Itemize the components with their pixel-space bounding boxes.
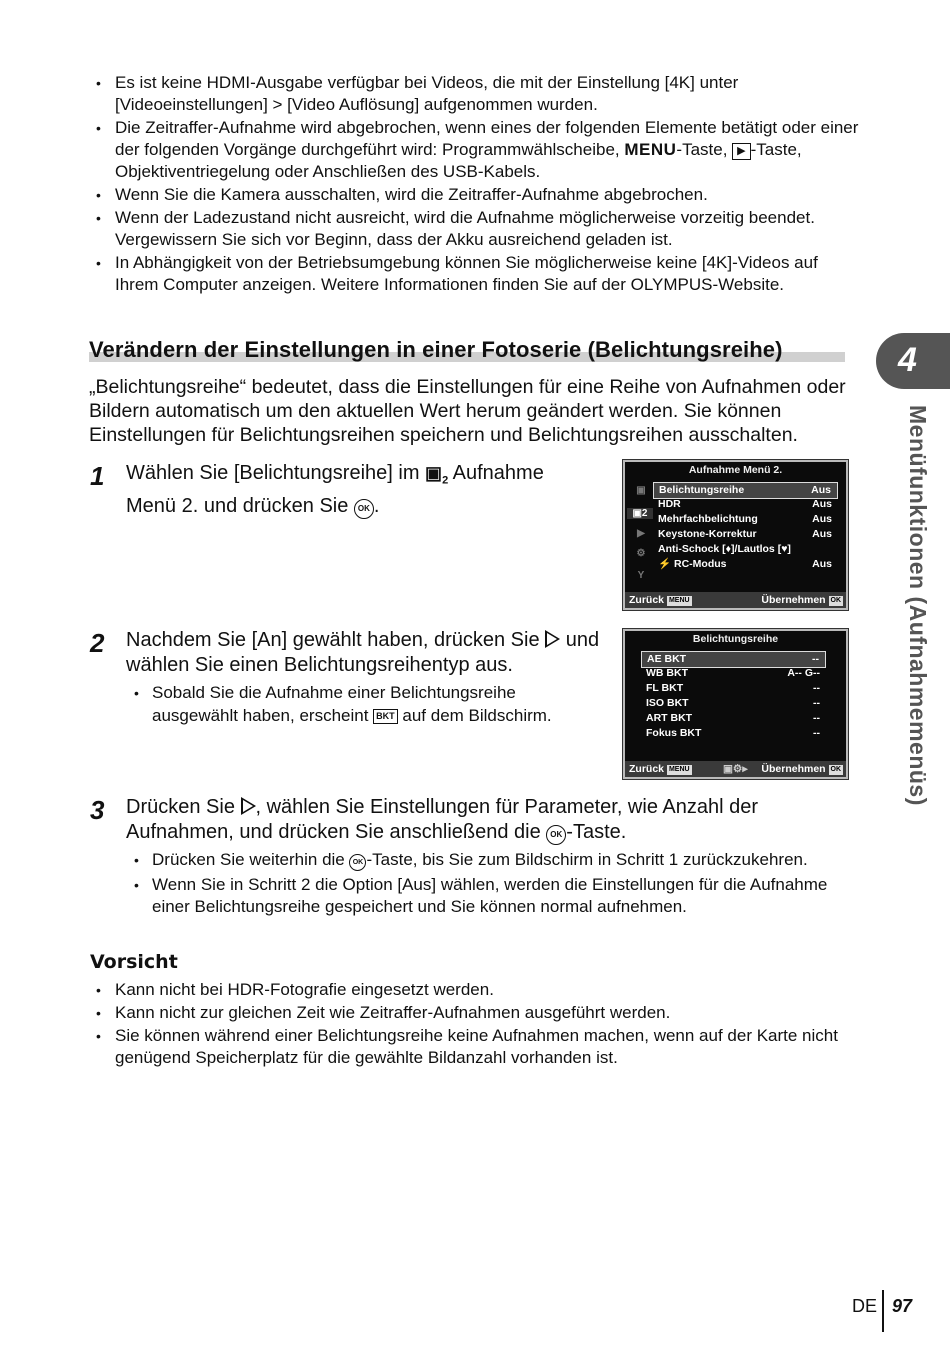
screen-title: Aufnahme Menü 2. [688, 464, 783, 476]
footer-divider [882, 1290, 884, 1332]
caution-item: • Sie können während einer Belichtungsreihe keine Aufnahmen machen, wenn auf der Karte nicht genügend Speicherplatz für die gewählte Bildanzahl vorhanden ist. [89, 1025, 849, 1069]
play-button-icon: ▶ [732, 143, 750, 160]
step-1-text: Wählen Sie [Belichtungsreihe] im $▣_2$ Aufnahme Menü 2. und drücken Sie OK . [126, 462, 544, 517]
screen-row[interactable]: Mehrfachbelichtung Aus [658, 513, 832, 525]
step-2-number: 2 [90, 628, 105, 658]
note-item: • Wenn der Ladezustand nicht ausreicht, wird die Aufnahme möglicherweise vorzeitig beendet. Vergewissern Sie sich vor Beginn, dass der Akku ausreichend geladen ist. [89, 207, 859, 251]
screen-row[interactable]: HDR Aus [658, 498, 832, 510]
info-dial-icon: ▣⚙▸ [723, 763, 748, 775]
note-item: • Es ist keine HDMI-Ausgabe verfügbar bei Videos, die mit der Einstellung [4K] unter [Videoeinstellungen] > [Video Auflösung] aufgenommen wurden. [89, 72, 859, 116]
screen-row[interactable]: ISO BKT -- [646, 697, 820, 709]
caution-item: • Kann nicht zur gleichen Zeit wie Zeitraffer-Aufnahmen ausgeführt werden. [89, 1002, 849, 1024]
screen-row-selected[interactable]: AE BKT -- [641, 651, 826, 668]
screen-row[interactable]: Anti-Schock [♦]/Lautlos [♥] [658, 543, 791, 555]
menu-key-icon: MENU [668, 597, 690, 604]
step-2-text: Nachdem Sie [An] gewählt haben, drücken Sie und wählen Sie einen Belichtungsreihentyp aus. [126, 629, 600, 676]
note-item: • Wenn Sie in Schritt 2 die Option [Aus] wählen, werden die Einstellungen für die Aufnahme einer Belichtungsreihe gespeichert und Sie können normal aufnehmen. [126, 874, 846, 919]
note-item: • In Abhängigkeit von der Betriebsumgebung können Sie möglicherweise keine [4K]-Videos auf Ihrem Computer anzeigen. Weitere Informationen finden Sie auf der OLYMPUS-Website. [89, 252, 859, 296]
camera-tab-icon: ▣ [636, 485, 646, 496]
screen-footer: Zurück MENU Übernehmen OK [625, 592, 846, 608]
caution-title: Vorsicht [90, 951, 178, 973]
screen-footer: Zurück MENU ▣⚙▸ Übernehmen OK [625, 761, 846, 777]
menu-key-icon: MENU [668, 766, 690, 773]
screen-row-selected[interactable]: Belichtungsreihe Aus [653, 482, 838, 499]
custom-tab-icon: ⚙ [636, 548, 646, 559]
step-3-text: Drücken Sie , wählen Sie Einstellungen für Parameter, wie Anzahl der Aufnahmen, und drücken Sie anschließend die OK -Taste. [126, 796, 759, 843]
camera-screen-bracketing [623, 629, 848, 779]
right-arrow-icon [241, 797, 256, 815]
ok-key-icon: OK [830, 766, 841, 773]
step-2-notes [126, 682, 606, 729]
playback-tab-icon: ▶ [637, 528, 645, 539]
ok-button-icon: OK [354, 499, 374, 519]
caution-list [89, 979, 849, 1070]
note-item: • Sobald Sie die Aufnahme einer Belichtungsreihe ausgewählt haben, erscheint BKT auf dem Bildschirm. [126, 682, 606, 727]
caution-item: • Kann nicht bei HDR-Fotografie eingesetzt werden. [89, 979, 849, 1001]
note-item: • Wenn Sie die Kamera ausschalten, wird die Zeitraffer-Aufnahme abgebrochen. [89, 184, 859, 206]
screen-row[interactable]: FL BKT -- [646, 682, 820, 694]
bkt-icon: BKT [373, 709, 398, 724]
note-item: • Die Zeitraffer-Aufnahme wird abgebrochen, wenn eines der folgenden Elemente betätigt oder einer der folgenden Vorgänge durchgeführt wird: Programmwählscheibe, MENU-Taste, ▶ -Taste, Objektiventriegelung oder Anschließen des USB-Kabels. [89, 117, 859, 183]
flash-icon: ⚡ [658, 558, 672, 570]
step-3-number: 3 [90, 795, 105, 825]
intro-paragraph: „Belichtungsreihe“ bedeutet, dass die Einstellungen für eine Reihe von Aufnahmen oder Bildern automatisch um den aktuellen Wert herum geändert werden. Sie können Einstellungen für Belichtungsreihen speichern und Belichtungsreihen ausschalten. [89, 376, 846, 446]
screen-row[interactable]: ⚡ RC-Modus Aus [658, 558, 832, 570]
camera-2-tab-icon: ▣2 [627, 508, 653, 519]
top-notes-list [89, 72, 859, 297]
language-code: DE [852, 1296, 878, 1316]
camera-menu-2-icon: $▣_2$ [425, 463, 449, 487]
note-item: • Drücken Sie weiterhin die OK -Taste, bis Sie zum Bildschirm in Schritt 1 zurückzukehren. [126, 849, 846, 872]
screen-row[interactable]: Fokus BKT -- [646, 727, 820, 739]
screen-row[interactable]: WB BKT A-- G-- [646, 667, 820, 679]
page-number: 97 [892, 1296, 913, 1316]
screen-title: Belichtungsreihe [692, 633, 779, 645]
camera-screen-shooting-menu-2 [623, 460, 848, 610]
ok-button-icon: OK [349, 854, 366, 871]
chapter-number: 4 [898, 341, 917, 379]
ok-button-icon: OK [546, 825, 566, 845]
screen-row[interactable]: Keystone-Korrektur Aus [658, 528, 832, 540]
step-3-notes [126, 849, 846, 921]
chapter-title: Menüfunktionen (Aufnahmemenüs) [905, 405, 931, 806]
section-heading: Verändern der Einstellungen in einer Fotoserie (Belichtungsreihe) [89, 337, 783, 362]
right-arrow-icon [545, 630, 560, 648]
setup-tab-icon: Y [637, 570, 645, 581]
ok-key-icon: OK [830, 597, 841, 604]
step-1-number: 1 [90, 461, 105, 491]
screen-row[interactable]: ART BKT -- [646, 712, 820, 724]
menu-button-label: MENU [624, 140, 677, 159]
